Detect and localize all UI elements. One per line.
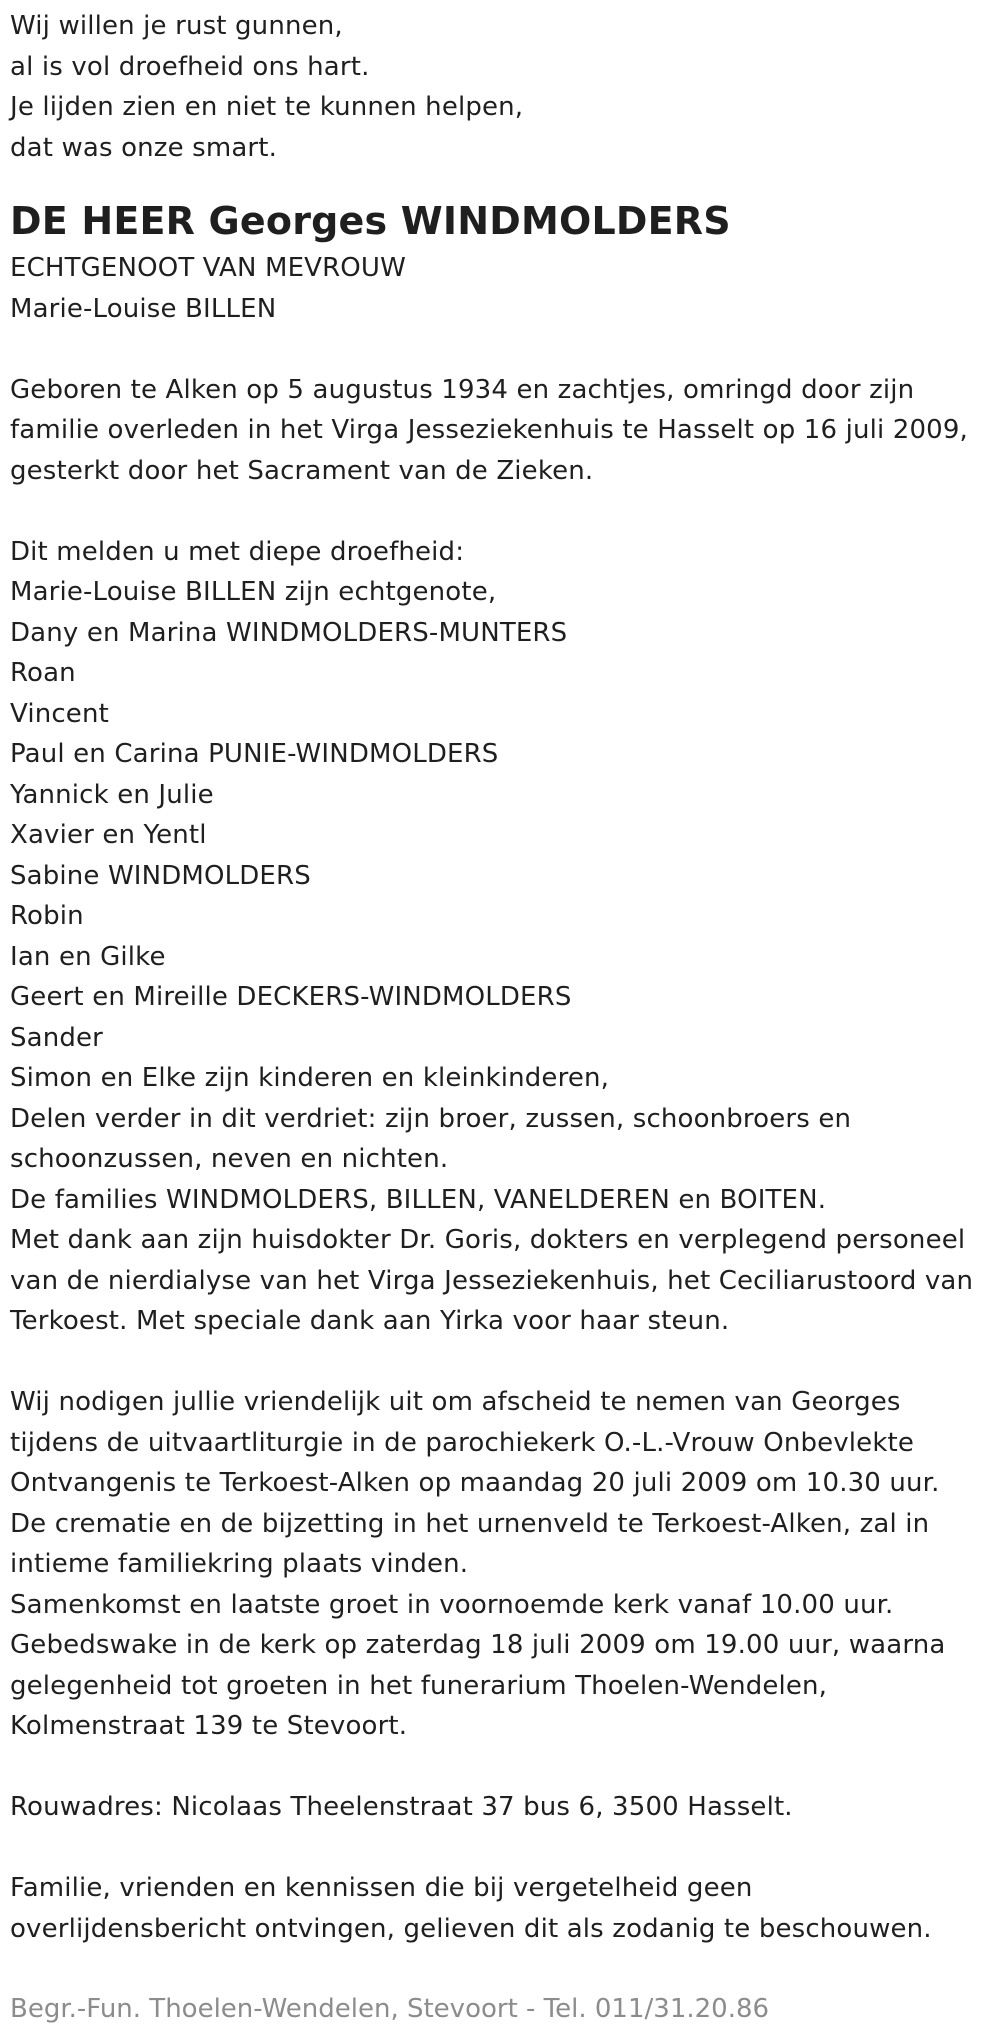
deceased-name: DE HEER Georges WINDMOLDERS [10, 199, 731, 243]
announcement-line: Yannick en Julie [10, 779, 214, 810]
announcement-line: schoonzussen, neven en nichten. [10, 1144, 449, 1174]
poem [10, 6, 990, 168]
ceremony-line: Ontvangenis te Terkoest-Alken op maandag 20 juli 2009 om 10.30 uur. [10, 1468, 940, 1498]
paragraph-line: Geboren te Alken op 5 augustus 1934 en zachtjes, omringd door zijn [10, 374, 915, 405]
spouse-info [10, 248, 990, 329]
announcement-line: Robin [10, 901, 84, 931]
announcement-line: Vincent [10, 698, 109, 729]
announcement-list [10, 532, 990, 1342]
poem-line: Je lijden zien en niet te kunnen helpen, [10, 92, 524, 122]
announcement-line: Delen verder in dit verdriet: zijn broer, zussen, schoonbroers en [10, 1103, 852, 1134]
ceremony-line: Gebedswake in de kerk op zaterdag 18 juli 2009 om 19.00 uur, waarna [10, 1630, 946, 1660]
announcement-line: Met dank aan zijn huisdokter Dr. Goris, dokters en verplegend personeel [10, 1225, 966, 1255]
announcement-line: Paul en Carina PUNIE-WINDMOLDERS [10, 739, 499, 769]
announcement-line: van de nierdialyse van het Virga Jesseziekenhuis, het Ceciliarustoord van [10, 1265, 974, 1296]
ceremony-line: Kolmenstraat 139 te Stevoort. [10, 1711, 408, 1741]
announcement-line: Simon en Elke zijn kinderen en kleinkinderen, [10, 1063, 610, 1093]
ceremony-line: Wij nodigen jullie vriendelijk uit om afscheid te nemen van Georges [10, 1387, 901, 1417]
announcement-line: Geert en Mireille DECKERS-WINDMOLDERS [10, 982, 572, 1012]
closing-line: Familie, vrienden en kennissen die bij vergetelheid geen [10, 1873, 753, 1903]
announcement-line: Sabine WINDMOLDERS [10, 860, 311, 891]
announcement-line: De families WINDMOLDERS, BILLEN, VANELDEREN en BOITEN. [10, 1184, 827, 1215]
funeral-home-footer: Begr.-Fun. Thoelen-Wendelen, Stevoort - Tel. 011/31.20.86 [10, 1994, 770, 2024]
paragraph-line: familie overleden in het Virga Jesseziekenhuis te Hasselt op 16 juli 2009, [10, 415, 968, 445]
address-line: Rouwadres: Nicolaas Theelenstraat 37 bus 6, 3500 Hasselt. [10, 1792, 793, 1822]
spacer [10, 1828, 990, 1869]
announcement-line: Terkoest. Met speciale dank aan Yirka voor haar steun. [10, 1306, 730, 1336]
spouse-line: ECHTGENOOT VAN MEVROUW [10, 253, 406, 283]
spacer [10, 1747, 990, 1788]
paragraph-line: gesterkt door het Sacrament van de Zieken. [10, 455, 594, 486]
ceremony-line: Samenkomst en laatste groet in voornoemde kerk vanaf 10.00 uur. [10, 1589, 894, 1620]
spouse-line: Marie-Louise BILLEN [10, 293, 277, 324]
mourning-address [10, 1787, 990, 1828]
announcement-line: Xavier en Yentl [10, 820, 207, 850]
closing-paragraph [10, 1868, 990, 1949]
announcement-line: Dany en Marina WINDMOLDERS-MUNTERS [10, 617, 568, 648]
poem-line: Wij willen je rust gunnen, [10, 11, 343, 41]
announcement-line: Ian en Gilke [10, 941, 166, 972]
ceremony-line: De crematie en de bijzetting in het urnenveld te Terkoest-Alken, zal in [10, 1508, 930, 1539]
ceremony-line: gelegenheid tot groeten in het funerarium Thoelen-Wendelen, [10, 1670, 828, 1701]
ceremony-line: tijdens de uitvaartliturgie in de parochiekerk O.-L.-Vrouw Onbevlekte [10, 1427, 915, 1458]
closing-line: overlijdensbericht ontvingen, gelieven dit als zodanig te beschouwen. [10, 1913, 932, 1944]
birth-death-paragraph [10, 370, 990, 492]
spacer [10, 329, 990, 370]
announcement-line: Dit melden u met diepe droefheid: [10, 536, 465, 567]
announcement-line: Roan [10, 658, 76, 688]
spacer [10, 1342, 990, 1383]
ceremony-paragraph [10, 1382, 990, 1747]
poem-line: al is vol droefheid ons hart. [10, 51, 370, 82]
spacer [10, 491, 990, 532]
announcement-line: Marie-Louise BILLEN zijn echtgenote, [10, 577, 497, 607]
poem-line: dat was onze smart. [10, 132, 278, 163]
ceremony-line: intieme familiekring plaats vinden. [10, 1549, 469, 1579]
announcement-line: Sander [10, 1022, 104, 1053]
